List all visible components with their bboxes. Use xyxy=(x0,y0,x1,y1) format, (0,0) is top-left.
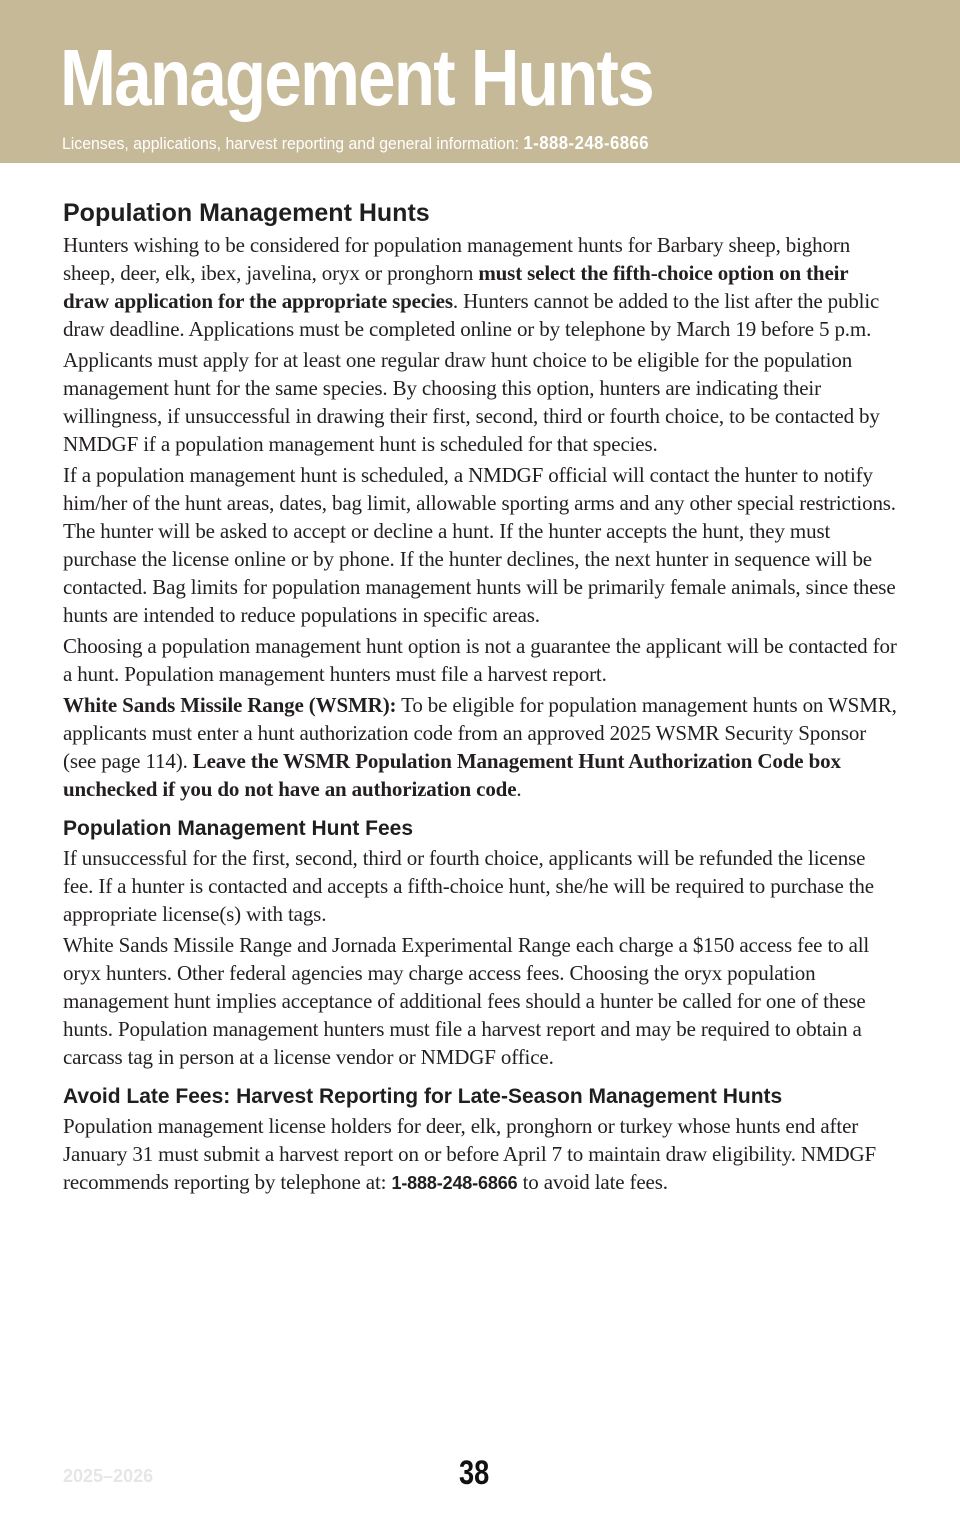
footer-year: 2025–2026 xyxy=(63,1466,154,1486)
text: Hunters wishing to be considered for population management hunts for Barbary sheep, bighorn sheep, deer, elk, ibex, javelina, oryx or pronghorn xyxy=(63,233,851,285)
paragraph: Applicants must apply for at least one regular draw hunt choice to be eligible for the population management hunt for the same species. By choosing this option, hunters are indicating their willingness, if unsuccessful in drawing their first, second, third or fourth choice, to be contacted by NMDGF if a population management hunt is scheduled for that species. xyxy=(63,348,880,456)
phone-number: 1-888-248-6866 xyxy=(391,1173,518,1193)
header-subtitle xyxy=(62,132,649,155)
paragraph xyxy=(63,1112,899,1197)
page-title: Management Hunts xyxy=(60,33,653,122)
header-phone: 1-888-248-6866 xyxy=(523,133,650,153)
main-content xyxy=(63,195,899,1200)
paragraph: White Sands Missile Range and Jornada Experimental Range each charge a $150 access fee to all oryx hunters. Other federal agencies may charge access fees. Choosing the oryx population management hunt implies acceptance of additional fees should a hunter be called for one of these hunts. Population management hunters must file a harvest report and may be required to obtain a carcass tag in person at a license vendor or NMDGF office. xyxy=(63,933,870,1069)
paragraph: Choosing a population management hunt option is not a guarantee the applicant will be contacted for a hunt. Population management hunters must file a harvest report. xyxy=(63,634,897,686)
paragraph: If a population management hunt is scheduled, a NMDGF official will contact the hunter to notify him/her of the hunt areas, dates, bag limit, allowable sporting arms and any other special restrictions. The hunter will be asked to accept or decline a hunt. If the hunter accepts the hunt, they must purchase the license online or by phone. If the hunter declines, the next hunter in sequence will be contacted. Bag limits for population management hunts will be primarily female animals, since these hunts are intended to reduce populations in specific areas. xyxy=(63,463,896,627)
section-heading-population-management: Population Management Hunts xyxy=(63,199,430,227)
bold-text: must select the fifth-choice option on their draw application for the appropriate species xyxy=(63,261,849,313)
text: . Hunters cannot be added to the list after the public draw deadline. Applications must be completed online or by telephone by March 19 before 5 p.m. xyxy=(63,289,880,341)
text: . xyxy=(516,777,522,801)
text: To be eligible for population management hunts on WSMR, applicants must enter a hunt authorization code from an approved 2025 WSMR Security Sponsor (see page 114). xyxy=(63,693,897,773)
section-heading-late-fees: Avoid Late Fees: Harvest Reporting for Late-Season Management Hunts xyxy=(63,1085,783,1108)
page-number: 38 xyxy=(459,1454,490,1492)
paragraph xyxy=(63,231,899,343)
text: Population management license holders for deer, elk, pronghorn or turkey whose hunts end after January 31 must submit a harvest report on or before April 7 to maintain draw eligibility. NMDGF recommends reporting by telephone at: xyxy=(63,1114,877,1194)
bold-text: Leave the WSMR Population Management Hunt Authorization Code box unchecked if you do not have an authorization code xyxy=(63,749,841,801)
header-subtitle-text: Licenses, applications, harvest reporting and general information: xyxy=(62,134,520,153)
section-heading-hunt-fees: Population Management Hunt Fees xyxy=(63,817,414,840)
bold-text: White Sands Missile Range (WSMR): xyxy=(63,693,397,717)
text: to avoid late fees. xyxy=(517,1170,668,1194)
paragraph xyxy=(63,691,899,803)
paragraph: If unsuccessful for the first, second, third or fourth choice, applicants will be refunded the license fee. If a hunter is contacted and accepts a fifth-choice hunt, she/he will be required to purchase the appropriate license(s) with tags. xyxy=(63,846,874,926)
page-header xyxy=(0,0,960,163)
